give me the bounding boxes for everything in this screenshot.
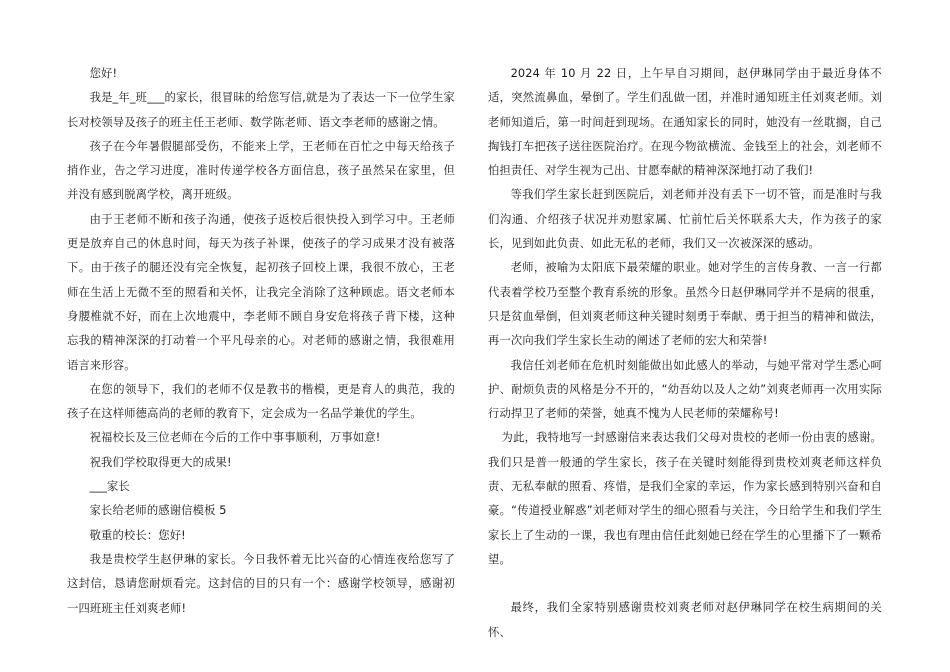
- right-column: [488, 62, 882, 645]
- paragraph: 2024 年 10 月 22 日，上午早自习期间，赵伊琳同学由于最近身体不适，突然流鼻血，晕倒了。学生们乱做一团，并准时通知班主任刘爽老师。刘老师知道后，第一时间赶到现场。在通知家长的同时，她没有一丝耽搁，自己掏钱打车把孩子送往医院治疗。在现今物欲横流、金钱至上的社会，刘老师不怕担责任、对学生视为己出、甘愿奉献的精神深深地打动了我们!: [488, 67, 882, 178]
- paragraph: 孩子在今年暑假腿部受伤，不能来上学，王老师在百忙之中每天给孩子捎作业，告之学习进度，准时传递学校各方面信息，孩子虽然呆在家里，但并没有感到脱离学校，离开班级。: [67, 139, 455, 202]
- section-title: 家长给老师的感谢信模板 5: [89, 504, 227, 518]
- paragraph: 最终，我们全家特别感谢贵校刘爽老师对赵伊琳同学在校生病期间的关怀、: [488, 601, 882, 639]
- paragraph: 祝福校长及三位老师在今后的工作中事事顺利，万事如意!: [89, 431, 381, 445]
- paragraph-gap: [488, 572, 882, 596]
- left-column: [67, 62, 455, 621]
- paragraph: 在您的领导下，我们的老师不仅是教书的楷模，更是育人的典范，我的孩子在这样师德高尚的老师的教育下，定会成为一名品学兼优的学生。: [67, 382, 455, 421]
- paragraph: 祝我们学校取得更大的成果!: [89, 455, 232, 469]
- paragraph: 由于王老师不断和孩子沟通，使孩子返校后很快投入到学习中。王老师更是放弃自己的休息时间，每天为孩子补课，使孩子的学习成果才没有被落下。由于孩子的腿还没有完全恢复，起初孩子回校上课，我很不放心，王老师在生活上无微不至的照看和关怀，让我完全消除了这种顾虑。语文老师本身腰椎就不好，而在上次地震中，李老师不顾自身安危将孩子背下楼，这种忘我的精神深深的打动着一个平凡母亲的心。对老师的感谢之情，我很难用语言来形容。: [67, 212, 455, 372]
- paragraph: 我信任刘老师在危机时刻能做出如此感人的举动，与她平常对学生悉心呵护、耐烦负责的风格是分不开的，“幼吾幼以及人之幼”刘爽老师再一次用实际行动捍卫了老师的荣誉，她真不愧为人民老师的荣耀称号!: [488, 358, 882, 421]
- paragraph: 我是贵校学生赵伊琳的家长。今日我怀着无比兴奋的心情连夜给您写了这封信，恳请您耐烦看完。这封信的目的只有一个：感谢学校领导，感谢初一四班班主任刘爽老师!: [67, 552, 455, 615]
- signature: ___家长: [89, 480, 130, 494]
- greeting: 您好!: [89, 67, 118, 80]
- paragraph: 老师，被喻为太阳底下最荣耀的职业。她对学生的言传身教、一言一行都代表着学校乃至整个教育系统的形象。虽然今日赵伊琳同学并不是病的很重，只是贫血晕倒，但刘爽老师这种关键时刻勇于奉献、勇于担当的精神和做法，再一次向我们学生家长生动的阐述了老师的宏大和荣誉!: [488, 261, 882, 348]
- paragraph: 等我们学生家长赶到医院后，刘老师并没有丢下一切不管，而是准时与我们沟通、介绍孩子状况并劝慰家属、忙前忙后关怀联系大夫，作为孩子的家长，见到如此负责、如此无私的老师，我们又一次被深深的感动。: [488, 188, 882, 251]
- paragraph: 为此，我特地写一封感谢信来表达我们父母对贵校的老师一份由衷的感谢。我们只是普一般通的学生家长，孩子在关键时刻能得到贵校刘爽老师这样负责、无私奉献的照看、疼惜，是我们全家的幸运，作为家长感到特别兴奋和自豪。“传道授业解惑”刘老师对学生的细心照看与关注，今日给学生和我们学生家长上了生动的一课，我也有理由信任此刻她已经在学生的心里播下了一颗希望。: [488, 431, 882, 566]
- salutation: 敬重的校长：您好!: [89, 528, 186, 542]
- paragraph: 我是_年_班___的家长，很冒昧的给您写信,就是为了表达一下一位学生家长对校领导及孩子的班主任王老师、数学陈老师、语文李老师的感谢之情。: [67, 91, 455, 129]
